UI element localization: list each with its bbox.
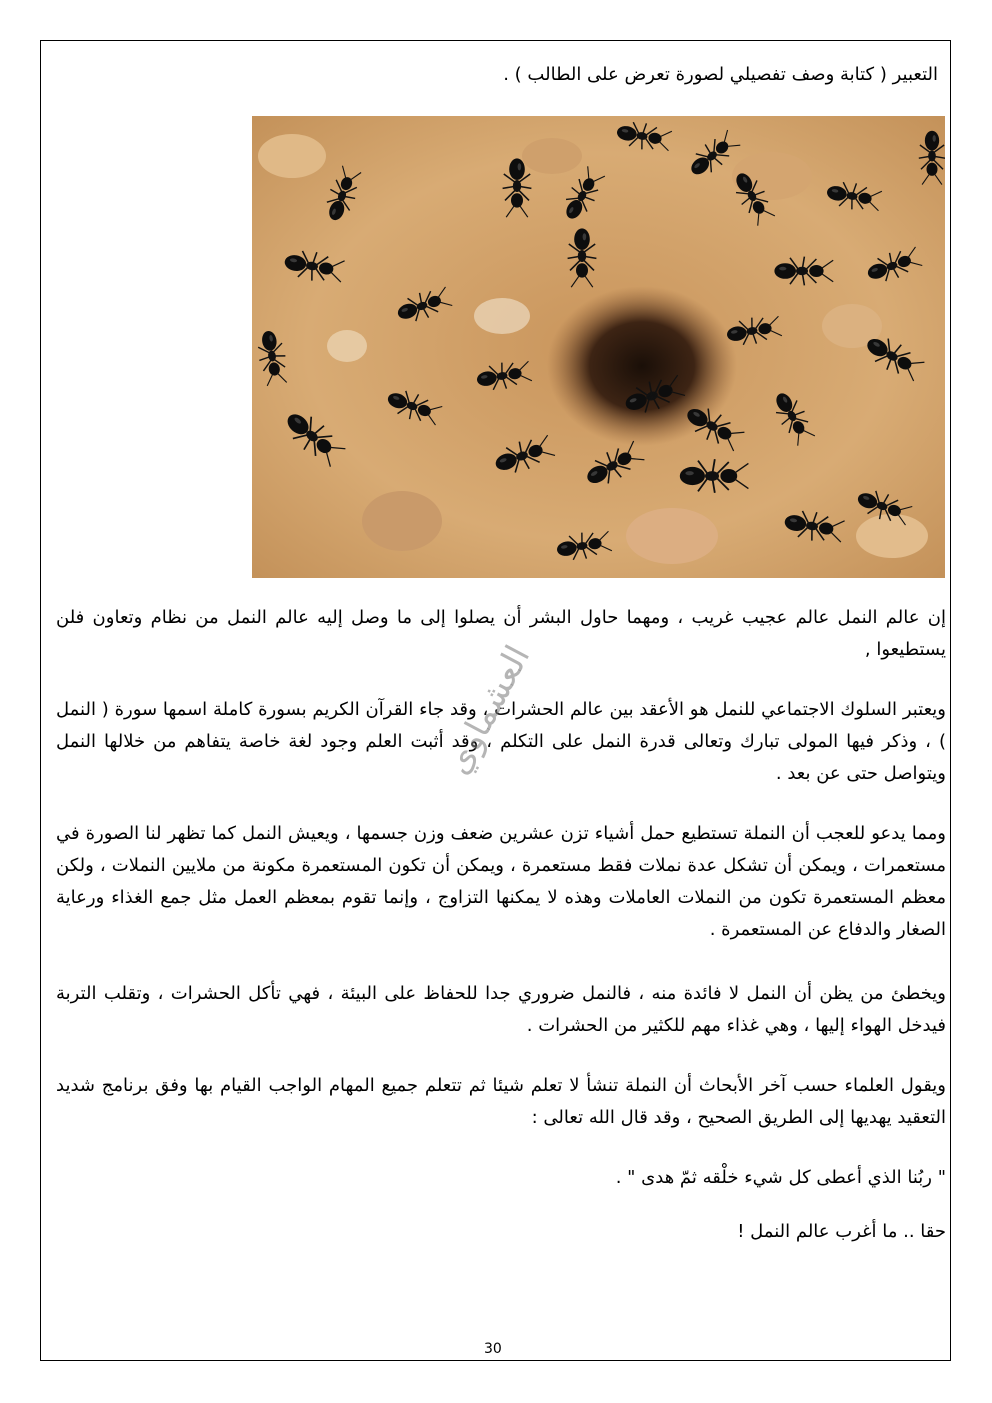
paragraph-benefits: ويخطئ من يظن أن النمل لا فائدة منه ، فالنمل ضروري جدا للحفاظ على البيئة ، فهي تأكل الحشرات ، وتقلب التربة فيدخل الهواء إليها ، وهي غذاء مهم للكثير من الحشرات . [56, 983, 946, 1036]
quran-verse: " ربُنا الذي أعطى كل شيء خلْقه ثمّ هدى " . [615, 1167, 946, 1188]
paragraph-intro: إن عالم النمل عالم عجيب غريب ، ومهما حاول البشر أن يصلوا إلى ما وصل إليه عالم النمل من نظام وتعاون فلن يستطيعوا , [56, 607, 946, 660]
paragraph-research: ويقول العلماء حسب آخر الأبحاث أن النملة تنشأ لا تعلم شيئا ثم تتعلم جميع المهام الواجب القيام بها وفق برنامج شديد التعقيد يهديها إلى الطريق الصحيح ، وقد قال الله تعالى : [56, 1075, 946, 1128]
closing-line: حقا .. ما أغرب عالم النمل ! [737, 1221, 946, 1242]
ants-photo [252, 116, 945, 578]
paragraph-social-behavior: ويعتبر السلوك الاجتماعي للنمل هو الأعقد بين عالم الحشرات ، وقد جاء القرآن الكريم بسورة كاملة اسمها سورة ( النمل ) ، وذكر فيها المولى تبارك وتعالى قدرة النمل على التكلم ، وقد أثبت العلم وجود لغة خاصة يتفاهم من خلالها النمل ويتواصل حتى عن بعد . [56, 699, 946, 784]
ants-around-nest-photo [252, 116, 945, 578]
paragraph-colonies: ومما يدعو للعجب أن النملة تستطيع حمل أشياء تزن عشرين ضعف وزن جسمها ، ويعيش النمل كما تظهر لنا الصورة في مستعمرات ، ويمكن أن تشكل عدة نملات فقط مستعمرة ، ويمكن أن تكون المستعمرة مكونة من ملايين النملات ، ولكن معظم المستعمرة تكون من النملات العاملات وهذه لا يمكنها التزاوج ، وإنما تقوم بمعظم العمل مثل جمع الغذاء ورعاية الصغار والدفاع عن المستعمرة . [56, 823, 946, 940]
watermark: العشماوي [437, 638, 539, 782]
page-heading: التعبير ( كتابة وصف تفصيلي لصورة تعرض على الطالب ) . [503, 64, 938, 85]
page-number: 30 [484, 1341, 502, 1357]
